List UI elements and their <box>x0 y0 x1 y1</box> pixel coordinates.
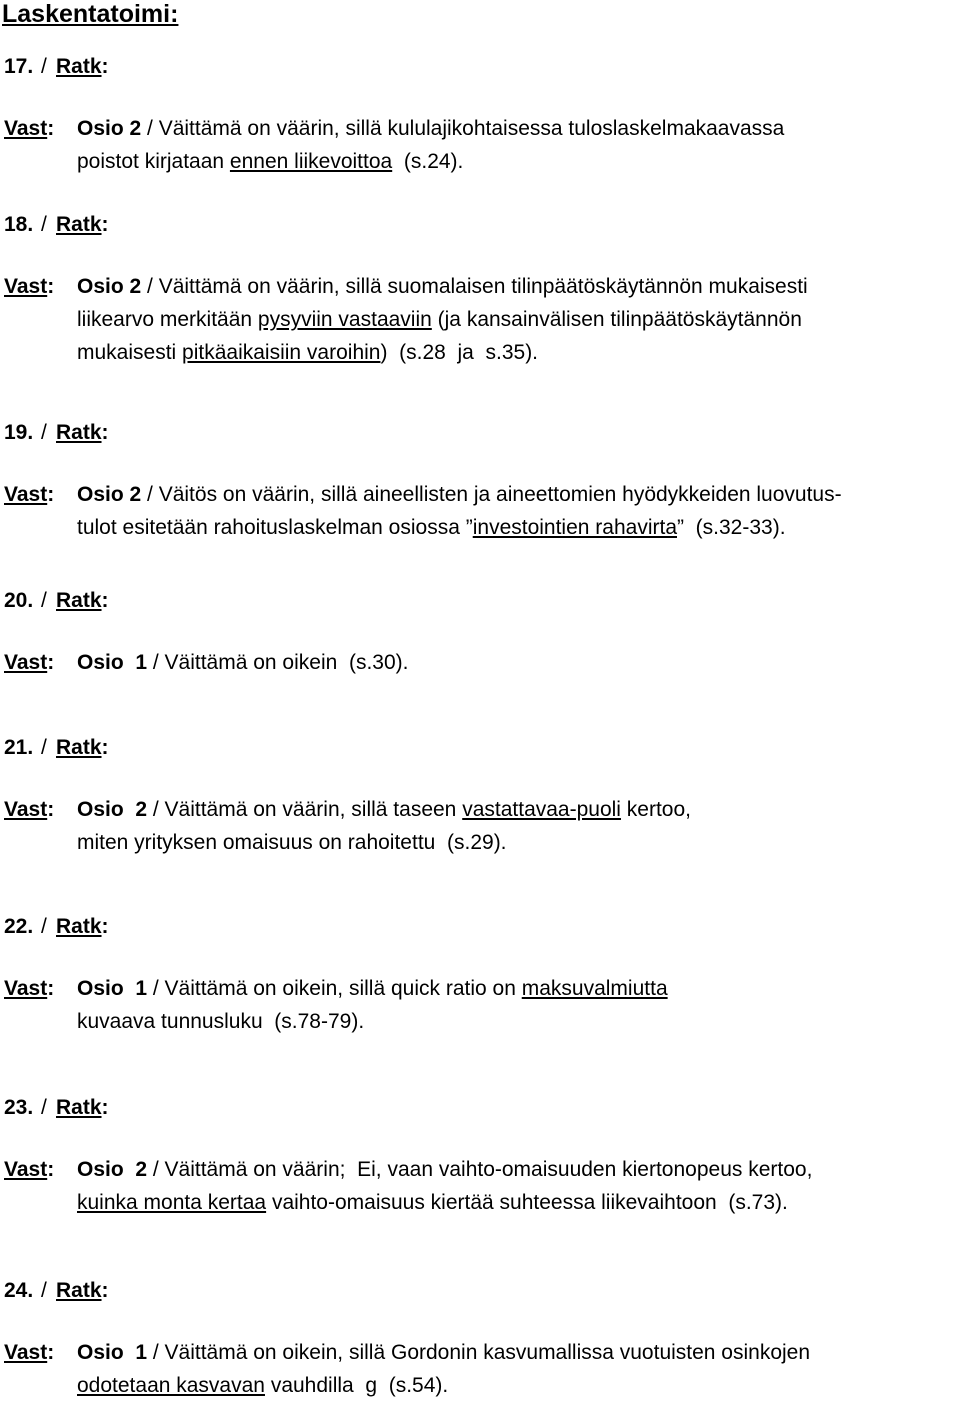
question-header <box>0 1091 960 1124</box>
vast-text: Vast <box>4 1158 48 1181</box>
answer-text: vauhdilla g (s.54). <box>264 1374 449 1397</box>
underlined-term: investointien rahavirta <box>472 516 677 539</box>
answer-text: poistot kirjataan <box>77 150 230 173</box>
page-title: Laskentatoimi: <box>2 0 179 28</box>
vast-colon: : <box>47 977 55 1000</box>
answer-text: / Väittämä on oikein, sillä Gordonin kasvumallissa vuotuisten osinkojen <box>147 1341 811 1364</box>
answer-text: / Väittämä on oikein (s.30). <box>147 651 409 674</box>
answer <box>0 646 960 679</box>
ratk-colon: : <box>101 1279 109 1302</box>
ratk-text: Ratk <box>56 736 102 759</box>
answer-text: / Väittämä on oikein, sillä quick ratio on <box>147 977 522 1000</box>
vast-colon: : <box>47 483 55 506</box>
ratk-colon: : <box>101 589 109 612</box>
underlined-term: vastattavaa-puoli <box>462 798 621 821</box>
answer-text: kuvaava tunnusluku (s.78-79). <box>77 1010 365 1033</box>
osio-label: Osio 2 <box>77 117 142 140</box>
answer-line <box>77 1336 960 1369</box>
question-number: 18. <box>4 213 34 236</box>
separator: / <box>41 421 47 444</box>
separator: / <box>41 589 47 612</box>
underlined-term: kuinka monta kertaa <box>77 1191 267 1214</box>
question-block <box>0 208 960 369</box>
answer-line <box>77 826 960 859</box>
ratk-text: Ratk <box>56 915 102 938</box>
answer-text: / Väittämä on väärin, sillä suomalaisen tilinpäätöskäytännön mukaisesti <box>141 275 808 298</box>
answer-text: / Väittämä on väärin, sillä taseen <box>147 798 463 821</box>
vast-colon: : <box>47 1341 55 1364</box>
answer-line <box>77 1186 960 1219</box>
ratk-colon: : <box>101 421 109 444</box>
answer-text: tulot esitetään rahoituslaskelman osiossa ” <box>77 516 473 539</box>
question-number: 19. <box>4 421 34 444</box>
vast-text: Vast <box>4 483 48 506</box>
answer-line <box>77 972 960 1005</box>
ratk-label <box>56 910 109 943</box>
answer-line <box>77 478 960 511</box>
osio-label: Osio 1 <box>77 651 148 674</box>
ratk-text: Ratk <box>56 55 102 78</box>
answer-text: / Väitös on väärin, sillä aineellisten ja aineettomien hyödykkeiden luovutus- <box>141 483 842 506</box>
vast-label <box>4 793 54 826</box>
separator: / <box>41 1096 47 1119</box>
answer-text: (ja kansainvälisen tilinpäätöskäytännön <box>431 308 802 331</box>
question-header <box>0 50 960 83</box>
osio-label: Osio 2 <box>77 798 148 821</box>
osio-label: Osio 2 <box>77 483 142 506</box>
vast-label <box>4 112 54 145</box>
question-block <box>0 1274 960 1402</box>
vast-colon: : <box>47 798 55 821</box>
osio-label: Osio 1 <box>77 1341 148 1364</box>
ratk-label <box>56 584 109 617</box>
vast-text: Vast <box>4 117 48 140</box>
answer-text: kertoo, <box>620 798 692 821</box>
question-header <box>0 731 960 764</box>
answer-text: / Väittämä on väärin, sillä kululajikohtaisessa tuloslaskelmakaavassa <box>141 117 785 140</box>
answer <box>0 478 960 544</box>
answer-line <box>77 1369 960 1402</box>
ratk-label <box>56 731 109 764</box>
ratk-colon: : <box>101 736 109 759</box>
separator: / <box>41 1279 47 1302</box>
vast-label <box>4 646 54 679</box>
osio-label: Osio 1 <box>77 977 148 1000</box>
answer-line <box>77 511 960 544</box>
separator: / <box>41 736 47 759</box>
question-header <box>0 416 960 449</box>
ratk-text: Ratk <box>56 589 102 612</box>
answer-text: ) (s.28 ja s.35). <box>380 341 539 364</box>
answer-line <box>77 1153 960 1186</box>
answer <box>0 1153 960 1219</box>
separator: / <box>41 55 47 78</box>
question-block <box>0 1091 960 1219</box>
underlined-term: pysyviin vastaaviin <box>257 308 432 331</box>
answer-text: liikearvo merkitään <box>77 308 258 331</box>
vast-colon: : <box>47 275 55 298</box>
answer <box>0 270 960 369</box>
answer-text: mukaisesti <box>77 341 183 364</box>
answer <box>0 972 960 1038</box>
ratk-label <box>56 1091 109 1124</box>
ratk-colon: : <box>101 55 109 78</box>
question-number: 20. <box>4 589 34 612</box>
answer-line <box>77 145 960 178</box>
ratk-label <box>56 1274 109 1307</box>
question-header <box>0 1274 960 1307</box>
underlined-term: pitkäaikaisiin varoihin <box>182 341 381 364</box>
question-header <box>0 584 960 617</box>
underlined-term: odotetaan kasvavan <box>77 1374 265 1397</box>
vast-label <box>4 1336 54 1369</box>
vast-label <box>4 972 54 1005</box>
answer-line <box>77 646 960 679</box>
vast-colon: : <box>47 1158 55 1181</box>
question-block <box>0 910 960 1038</box>
osio-label: Osio 2 <box>77 275 142 298</box>
answer-line <box>77 112 960 145</box>
vast-colon: : <box>47 651 55 674</box>
answer <box>0 1336 960 1402</box>
question-number: 23. <box>4 1096 34 1119</box>
ratk-text: Ratk <box>56 213 102 236</box>
vast-text: Vast <box>4 798 48 821</box>
vast-label <box>4 478 54 511</box>
answer-text: ” (s.32-33). <box>677 516 786 539</box>
answer <box>0 112 960 178</box>
answer-text: vaihto-omaisuus kiertää suhteessa liikevaihtoon (s.73). <box>266 1191 788 1214</box>
ratk-text: Ratk <box>56 1096 102 1119</box>
vast-text: Vast <box>4 275 48 298</box>
underlined-term: maksuvalmiutta <box>521 977 668 1000</box>
question-header <box>0 910 960 943</box>
answer-line <box>77 336 960 369</box>
answer-text: miten yrityksen omaisuus on rahoitettu (s.29). <box>77 831 507 854</box>
separator: / <box>41 213 47 236</box>
answer-text: (s.24). <box>392 150 464 173</box>
ratk-colon: : <box>101 915 109 938</box>
vast-text: Vast <box>4 651 48 674</box>
ratk-text: Ratk <box>56 1279 102 1302</box>
question-block <box>0 731 960 859</box>
vast-label <box>4 1153 54 1186</box>
answer-line <box>77 303 960 336</box>
separator: / <box>41 915 47 938</box>
osio-label: Osio 2 <box>77 1158 148 1181</box>
question-block <box>0 584 960 679</box>
answer-line <box>77 270 960 303</box>
question-number: 24. <box>4 1279 34 1302</box>
ratk-text: Ratk <box>56 421 102 444</box>
ratk-label <box>56 416 109 449</box>
ratk-label <box>56 50 109 83</box>
vast-colon: : <box>47 117 55 140</box>
vast-label <box>4 270 54 303</box>
question-number: 17. <box>4 55 34 78</box>
answer-line <box>77 1005 960 1038</box>
question-block <box>0 416 960 544</box>
question-header <box>0 208 960 241</box>
vast-text: Vast <box>4 1341 48 1364</box>
ratk-colon: : <box>101 213 109 236</box>
ratk-label <box>56 208 109 241</box>
ratk-colon: : <box>101 1096 109 1119</box>
answer-text: / Väittämä on väärin; Ei, vaan vaihto-omaisuuden kiertonopeus kertoo, <box>147 1158 813 1181</box>
answer <box>0 793 960 859</box>
question-block <box>0 50 960 178</box>
question-number: 22. <box>4 915 34 938</box>
vast-text: Vast <box>4 977 48 1000</box>
answer-line <box>77 793 960 826</box>
question-number: 21. <box>4 736 34 759</box>
underlined-term: ennen liikevoittoa <box>229 150 393 173</box>
